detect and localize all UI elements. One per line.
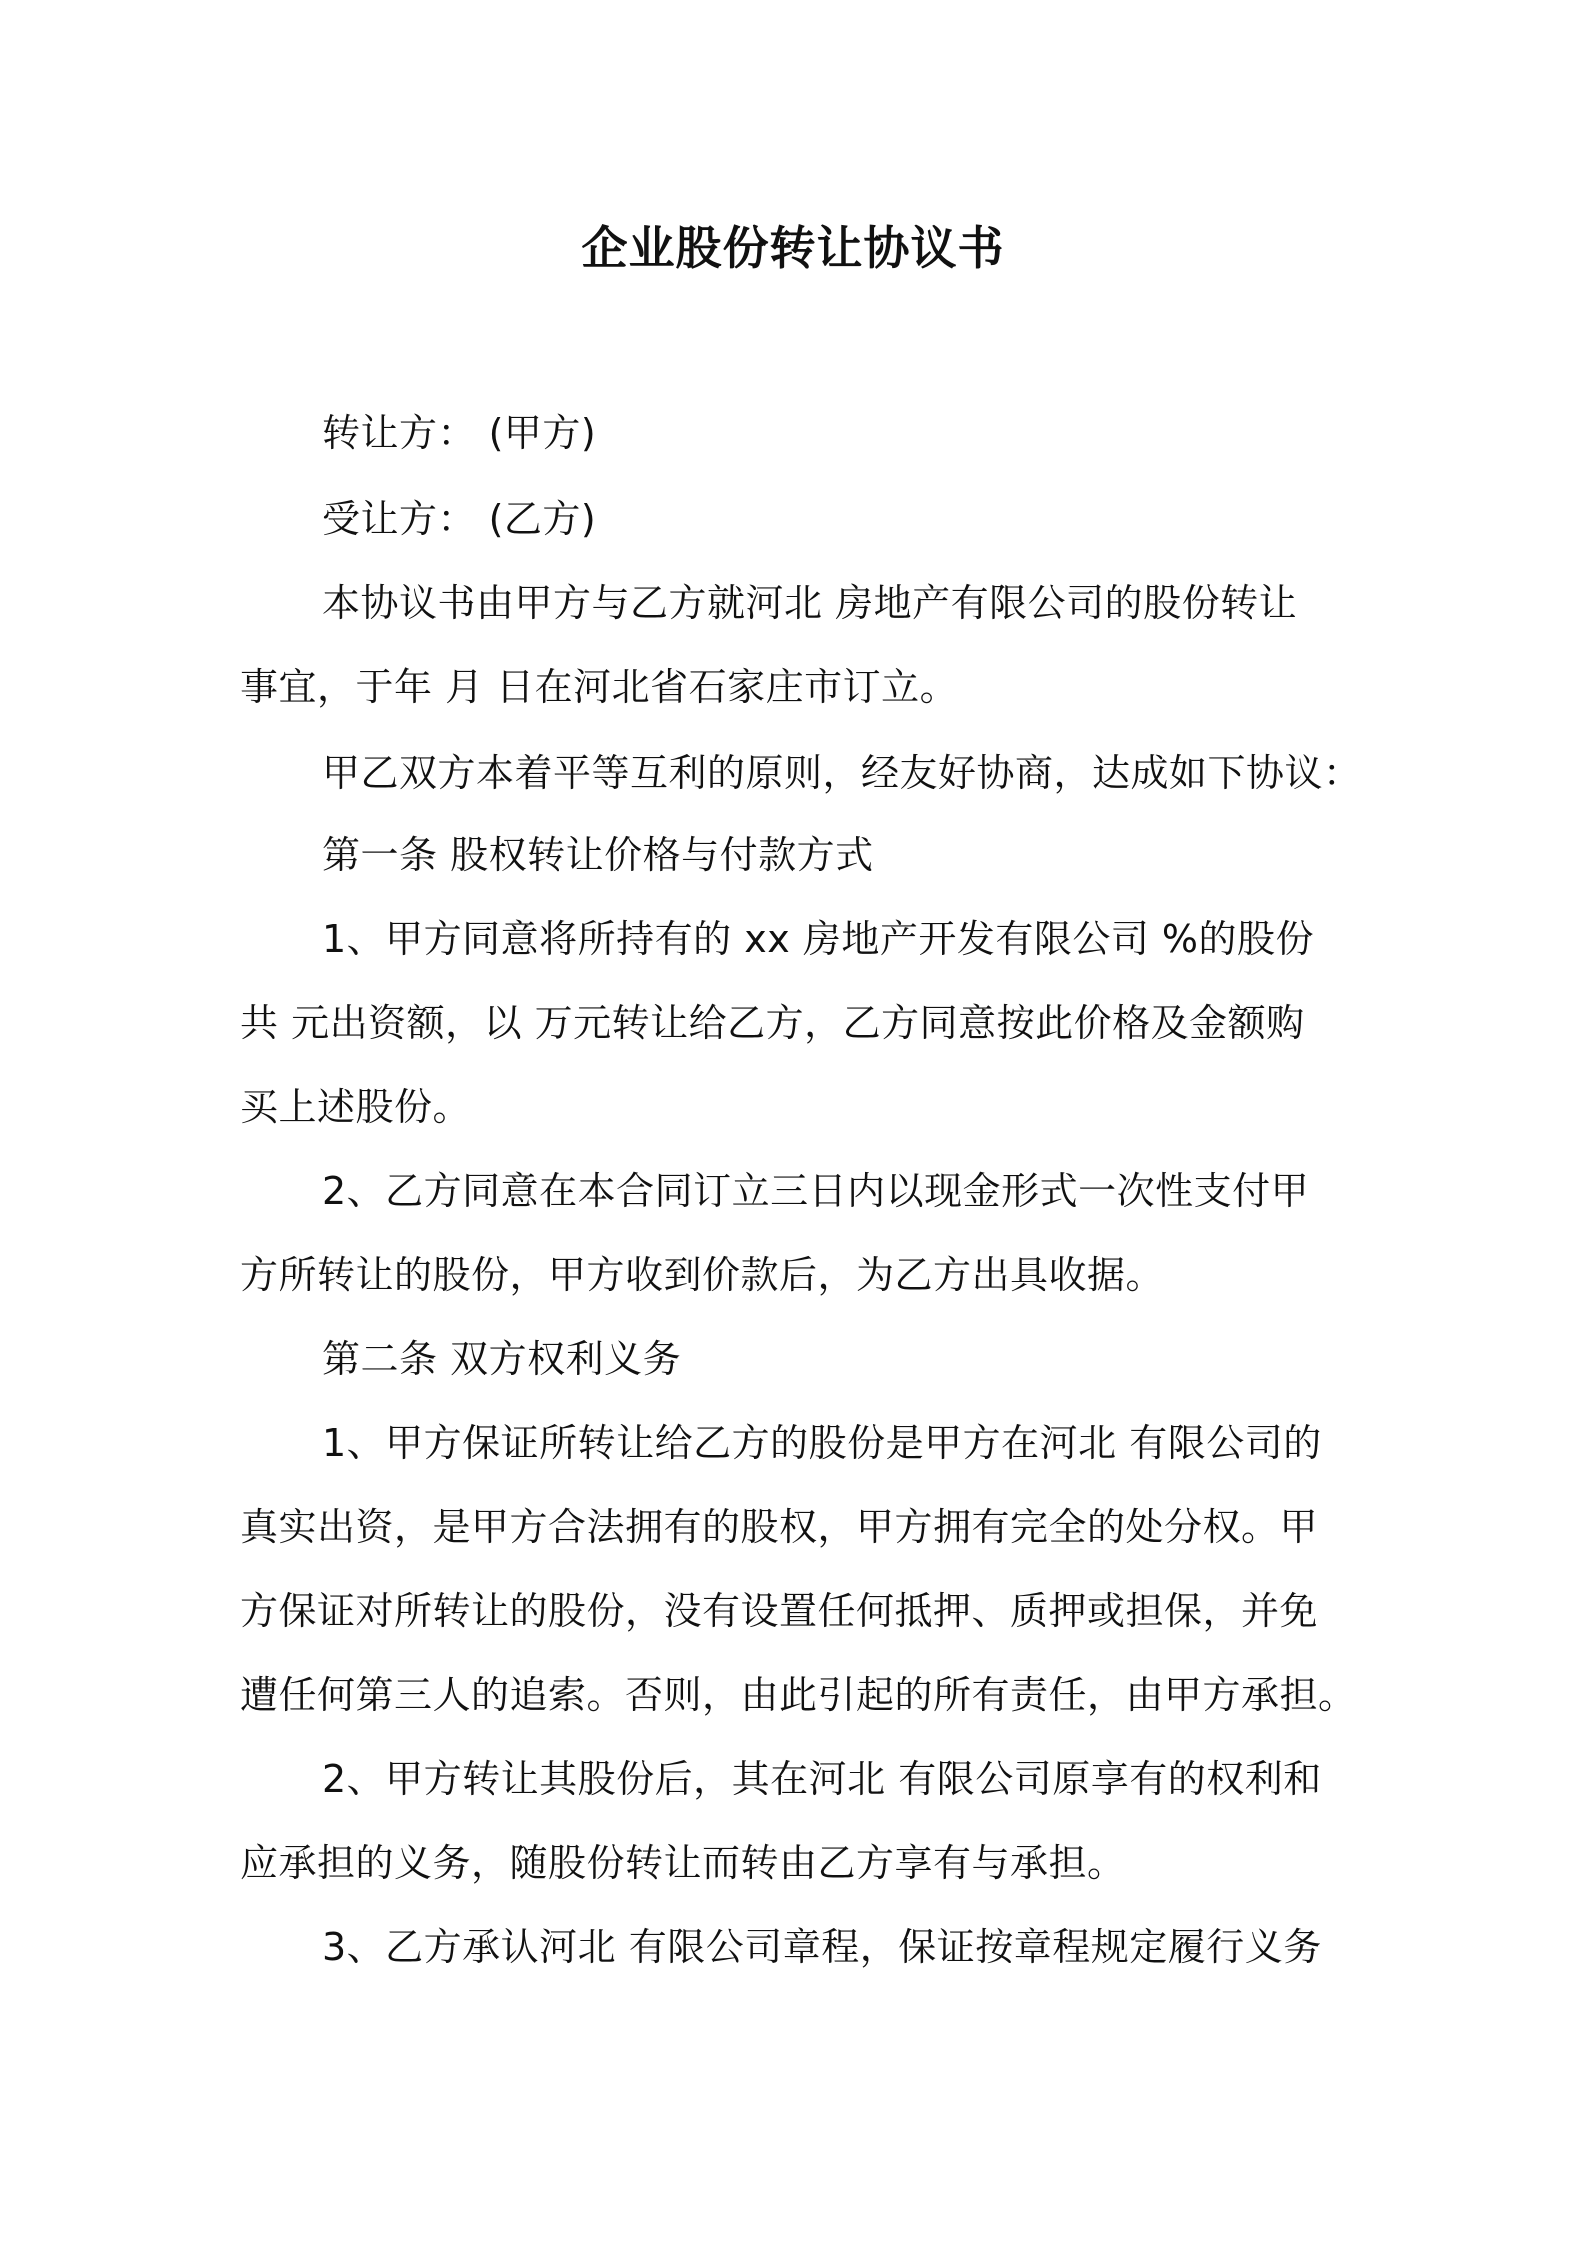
paragraph-line: 1、甲方保证所转让给乙方的股份是甲方在河北 有限公司的 <box>322 1421 1322 1465</box>
paragraph-line: 应承担的义务，随股份转让而转由乙方享有与承担。 <box>240 1841 1126 1885</box>
paragraph-line: 真实出资，是甲方合法拥有的股权，甲方拥有完全的处分权。甲 <box>240 1505 1319 1549</box>
transferee-line: 受让方： (乙方) <box>322 497 597 541</box>
paragraph-line: 2、乙方同意在本合同订立三日内以现金形式一次性支付甲 <box>322 1169 1310 1213</box>
document-title: 企业股份转让协议书 <box>581 221 1005 275</box>
paragraph-line: 甲乙双方本着平等互利的原则，经友好协商，达成如下协议： <box>322 751 1362 795</box>
article-heading: 第二条 双方权利义务 <box>322 1337 682 1381</box>
paragraph-line: 事宜，于年 月 日在河北省石家庄市订立。 <box>240 665 959 709</box>
paragraph-line: 2、甲方转让其股份后，其在河北 有限公司原享有的权利和 <box>322 1757 1322 1801</box>
paragraph-line: 共 元出资额，以 万元转让给乙方，乙方同意按此价格及金额购 <box>240 1001 1305 1045</box>
paragraph-line: 本协议书由甲方与乙方就河北 房地产有限公司的股份转让 <box>322 581 1298 625</box>
article-heading: 第一条 股权转让价格与付款方式 <box>322 833 874 877</box>
paragraph-line: 方保证对所转让的股份，没有设置任何抵押、质押或担保，并免 <box>240 1589 1319 1633</box>
transferor-line: 转让方： (甲方) <box>322 411 597 455</box>
paragraph-line: 1、甲方同意将所持有的 xx 房地产开发有限公司 %的股份 <box>322 917 1315 961</box>
paragraph-line: 方所转让的股份，甲方收到价款后，为乙方出具收据。 <box>240 1253 1165 1297</box>
paragraph-line: 3、乙方承认河北 有限公司章程，保证按章程规定履行义务 <box>322 1925 1322 1969</box>
paragraph-line: 买上述股份。 <box>240 1085 472 1129</box>
paragraph-line: 遭任何第三人的追索。否则，由此引起的所有责任，由甲方承担。 <box>240 1673 1357 1717</box>
